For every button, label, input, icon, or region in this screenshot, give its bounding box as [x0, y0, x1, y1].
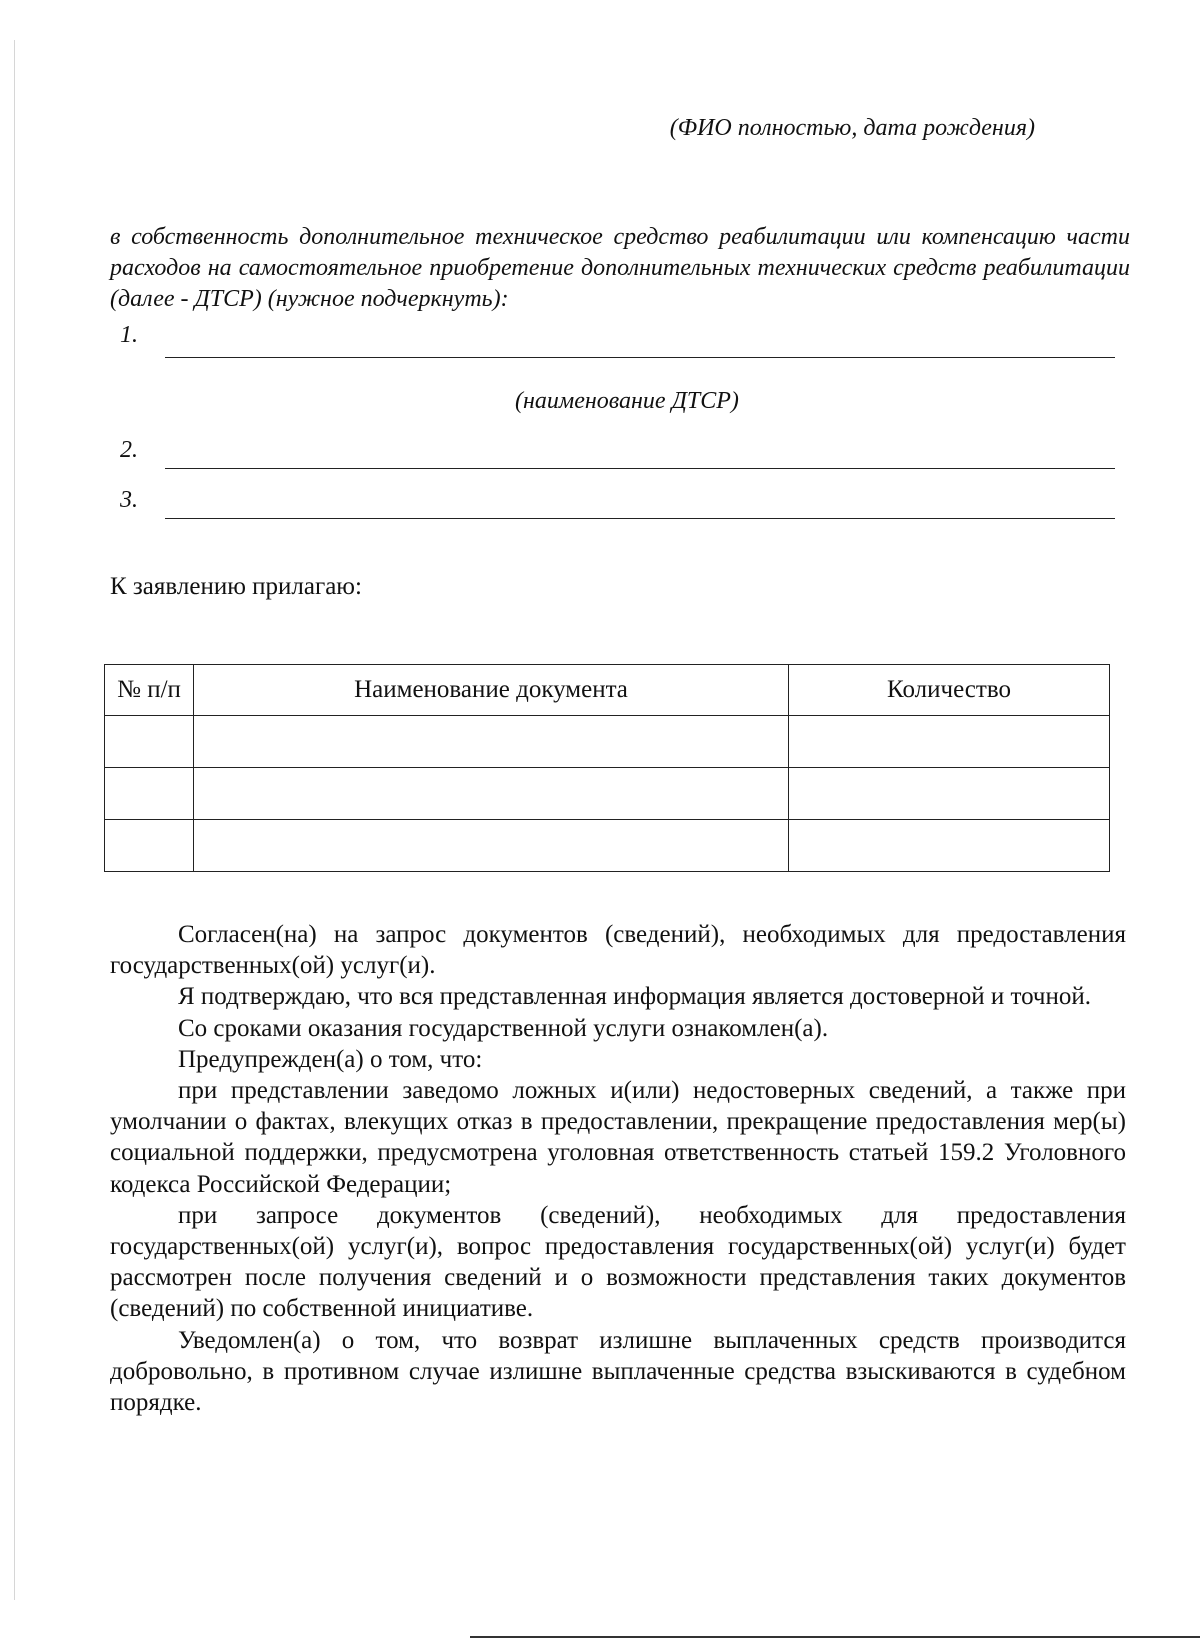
column-header-quantity: Количество — [789, 665, 1110, 716]
item-number-3: 3. — [120, 487, 138, 513]
table-cell[interactable] — [105, 820, 194, 872]
consent-text — [110, 919, 1126, 1418]
intro-text: в собственность дополнительное техническое средство реабилитации или компенсацию части расходов на самостоятельное приобретение дополнительных технических средств реабилитации (далее - ДТСР) (нужное подчеркнуть): — [110, 224, 1130, 312]
scan-edge-left — [14, 40, 15, 1600]
attachments-table — [104, 664, 1110, 872]
paragraph-terms: Со сроками оказания государственной услуги ознакомлен(а). — [178, 1014, 829, 1042]
item-line-1[interactable] — [165, 357, 1115, 358]
fio-caption: (ФИО полностью, дата рождения) — [669, 115, 1035, 141]
table-cell[interactable] — [194, 768, 789, 820]
item-number-1: 1. — [120, 322, 138, 348]
paragraph-confirmation: Я подтверждаю, что вся представленная информация является достоверной и точной. — [178, 983, 1092, 1011]
table-cell[interactable] — [105, 716, 194, 768]
column-header-number: № п/п — [105, 665, 194, 716]
column-header-document: Наименование документа — [194, 665, 789, 716]
item-caption: (наименование ДТСР) — [515, 388, 739, 414]
paragraph-warning-intro: Предупрежден(а) о том, что: — [178, 1045, 483, 1073]
scan-edge-bottom — [470, 1636, 1200, 1638]
item-line-3[interactable] — [165, 518, 1115, 519]
paragraph-consent-request: Согласен(на) на запрос документов (сведений), необходимых для предоставления государственных(ой) услуг(и). — [110, 921, 1126, 980]
paragraph-warning-liability: при представлении заведомо ложных и(или) недостоверных сведений, а также при умолчании о фактах, влекущих отказ в предоставлении, прекращение предоставления мер(ы) социальной поддержки, предусмотрена уголовная ответственность статьей 159.2 Уголовного кодекса Российской Федерации; — [110, 1077, 1126, 1198]
table-header-row — [105, 665, 1110, 716]
table-cell[interactable] — [105, 768, 194, 820]
paragraph-warning-request: при запросе документов (сведений), необходимых для предоставления государственных(ой) услуг(и), вопрос предоставления государственных(ой) услуг(и) будет рассмотрен после получения сведений и о возможности представления таких документов (сведений) по собственной инициативе. — [110, 1201, 1126, 1323]
paragraph-refund-notice: Уведомлен(а) о том, что возврат излишне выплаченных средств производится добровольно, в противном случае излишне выплаченные средства взыскиваются в судебном порядке. — [110, 1326, 1126, 1417]
table-cell[interactable] — [789, 768, 1110, 820]
table-cell[interactable] — [194, 820, 789, 872]
table-row — [105, 768, 1110, 820]
table-cell[interactable] — [789, 716, 1110, 768]
table-row — [105, 820, 1110, 872]
table-row — [105, 716, 1110, 768]
table-cell[interactable] — [789, 820, 1110, 872]
item-number-2: 2. — [120, 437, 138, 463]
item-line-2[interactable] — [165, 468, 1115, 469]
attachments-label: К заявлению прилагаю: — [110, 573, 362, 600]
table-cell[interactable] — [194, 716, 789, 768]
